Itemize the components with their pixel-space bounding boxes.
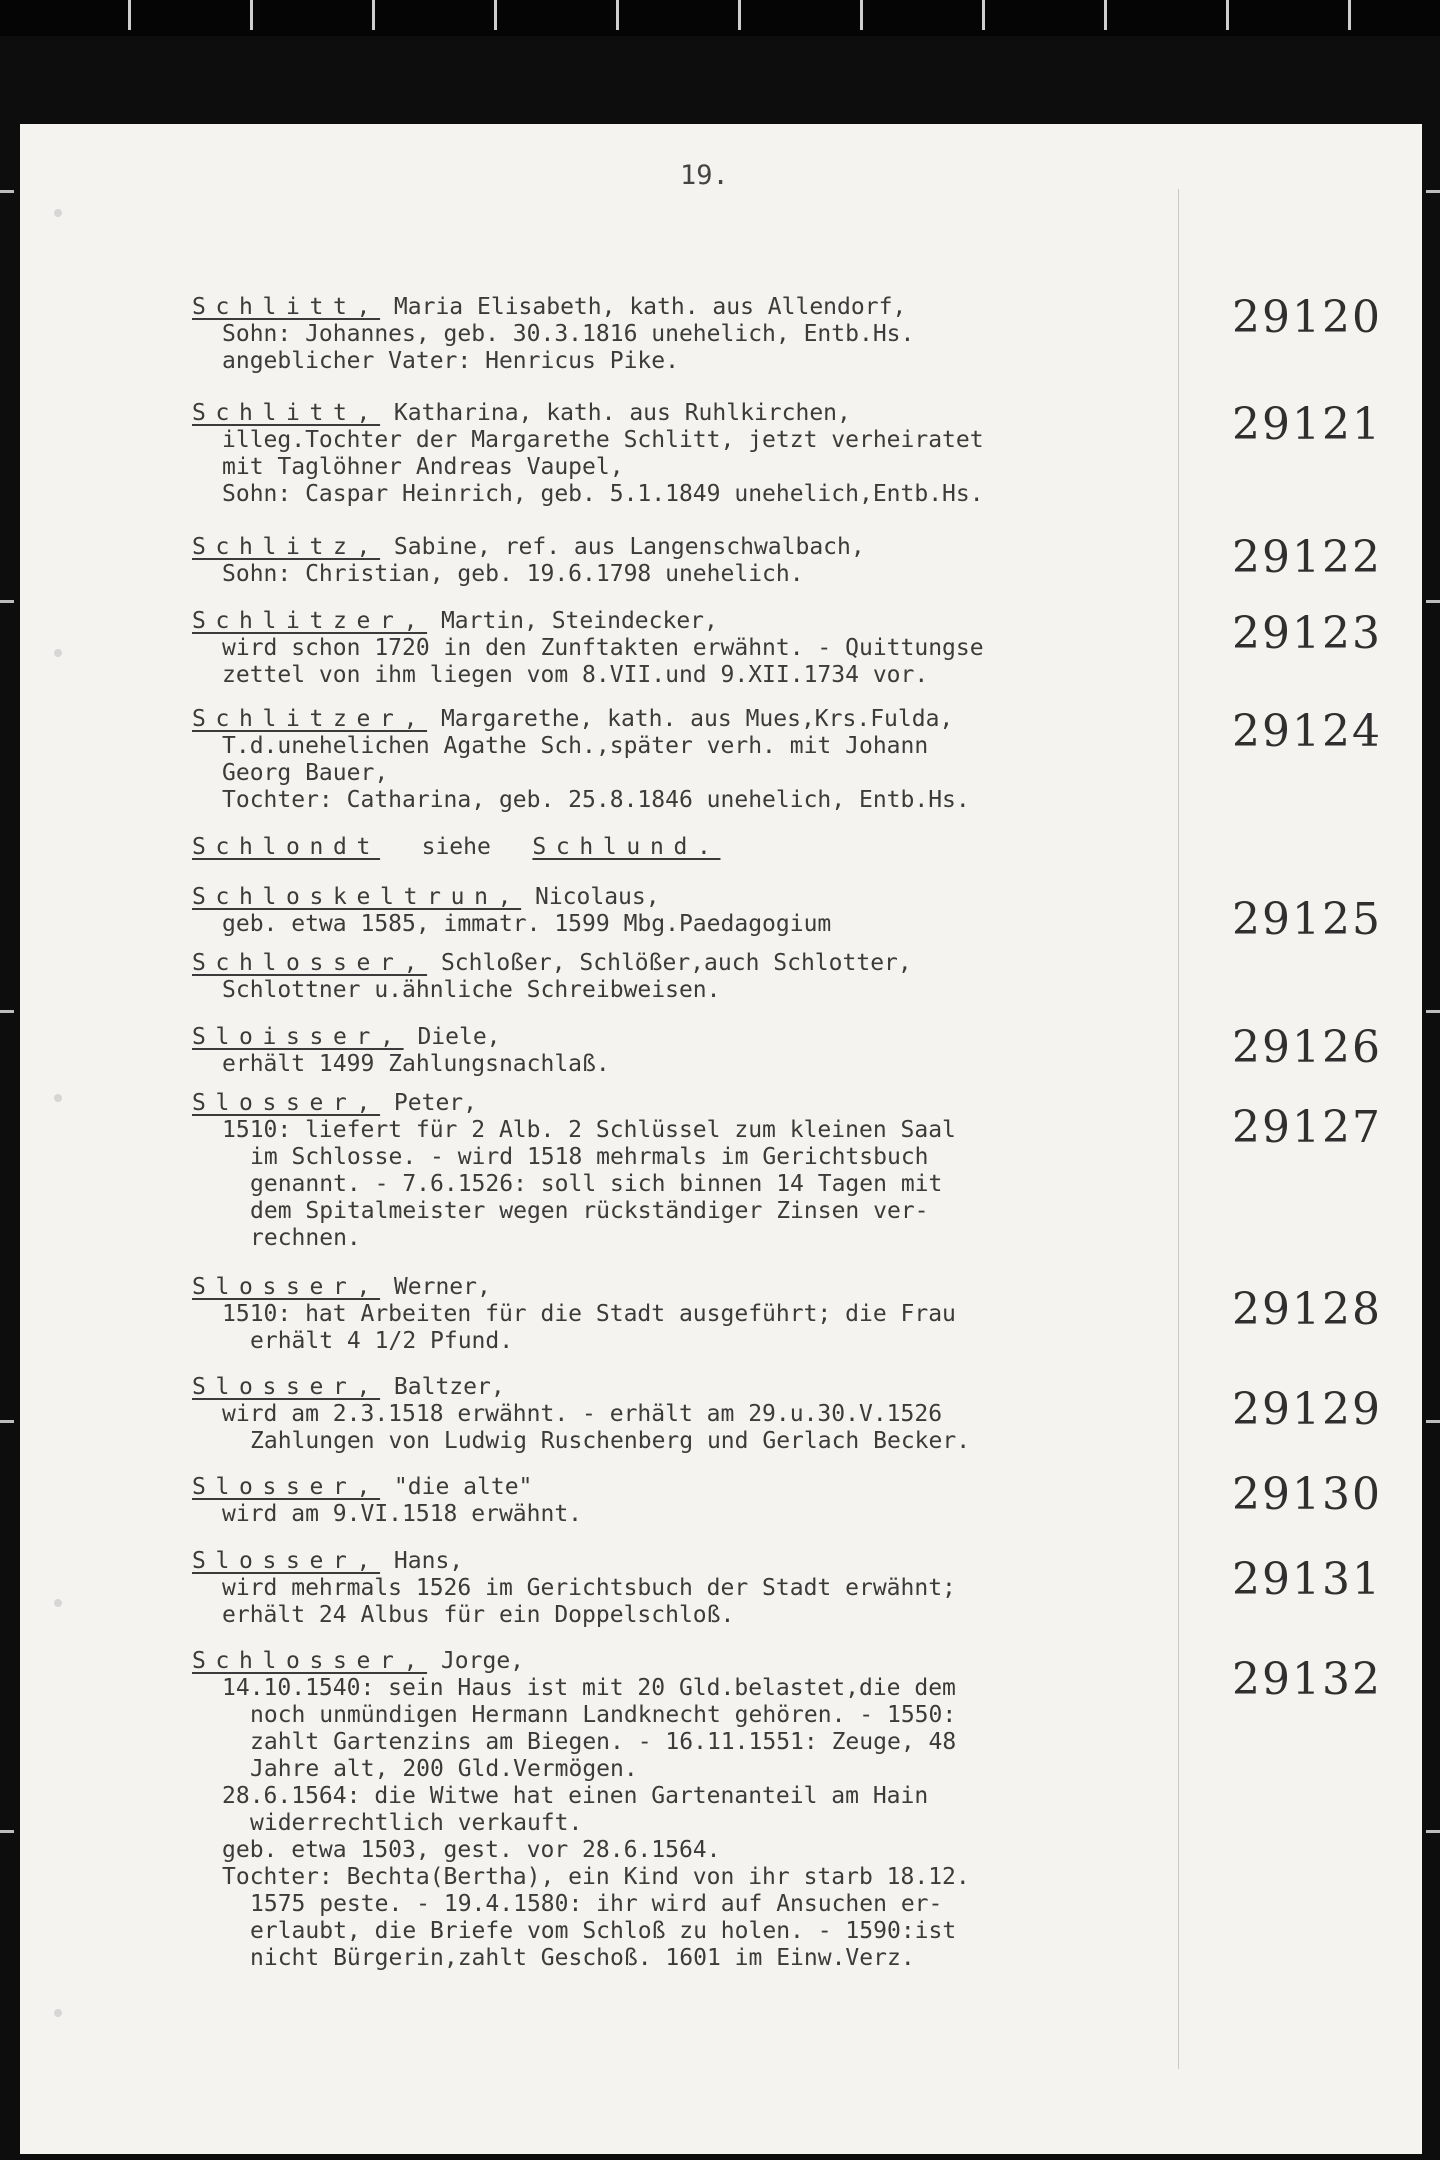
- entry-line: Sohn: Caspar Heinrich, geb. 5.1.1849 unehelich,Entb.Hs.: [222, 481, 984, 507]
- entry-surname: Slosser,: [192, 1090, 381, 1116]
- entry-line: Martin, Steindecker,: [440, 608, 718, 634]
- entry-line: Hans,: [393, 1548, 464, 1574]
- entry-line: geb. etwa 1585, immatr. 1599 Mbg.Paedagogium: [222, 911, 832, 937]
- edge-mark: [0, 1010, 14, 1013]
- film-tick: [860, 0, 863, 30]
- entry: [192, 1090, 1212, 1252]
- record-number: 29120: [1232, 292, 1382, 343]
- entry-surname: Slosser,: [192, 1274, 381, 1300]
- entry-line: 14.10.1540: sein Haus ist mit 20 Gld.belastet,die dem: [222, 1675, 956, 1701]
- entry: [192, 294, 1212, 375]
- entry-surname: Schloskeltrun,: [192, 884, 522, 910]
- entry-line: 28.6.1564: die Witwe hat einen Gartenanteil am Hain: [222, 1783, 929, 1809]
- entry-surname: Sloisser,: [192, 1024, 404, 1050]
- entry-line: nicht Bürgerin,zahlt Geschoß. 1601 im Einw.Verz.: [250, 1945, 915, 1971]
- entry-surname: Schlitt,: [192, 294, 381, 320]
- entry-line: erhält 4 1/2 Pfund.: [250, 1328, 514, 1354]
- entry-line: Werner,: [393, 1274, 491, 1300]
- entry-line: geb. etwa 1503, gest. vor 28.6.1564.: [222, 1837, 721, 1863]
- record-number: 29122: [1232, 532, 1382, 583]
- entry-line: wird schon 1720 in den Zunftakten erwähnt. - Quittungse: [222, 635, 984, 661]
- entry-line: erhält 1499 Zahlungsnachlaß.: [222, 1051, 610, 1077]
- punch-dot: [54, 209, 62, 217]
- film-tick: [1348, 0, 1351, 30]
- entry-line: "die alte": [393, 1474, 533, 1500]
- entry-line: Georg Bauer,: [222, 760, 389, 786]
- entry-surname: Slosser,: [192, 1474, 381, 1500]
- entry: [192, 1648, 1212, 1972]
- record-number: 29129: [1232, 1384, 1382, 1435]
- film-tick: [738, 0, 741, 30]
- entry: [192, 1024, 1212, 1078]
- record-number: 29130: [1232, 1469, 1382, 1520]
- entry-line: Tochter: Bechta(Bertha), ein Kind von ihr starb 18.12.: [222, 1864, 970, 1890]
- punch-dot: [54, 1599, 62, 1607]
- entry-surname: Schlitzer,: [192, 706, 428, 732]
- edge-mark: [1426, 600, 1440, 603]
- entry-line: Schlottner u.ähnliche Schreibweisen.: [222, 977, 721, 1003]
- page-number: 19.: [680, 160, 729, 191]
- entry-line: siehe: [421, 834, 491, 860]
- entry-line: Maria Elisabeth, kath. aus Allendorf,: [393, 294, 907, 320]
- entry-line: Katharina, kath. aus Ruhlkirchen,: [393, 400, 851, 426]
- entry: [192, 608, 1212, 689]
- entry: [192, 950, 1212, 1004]
- entry-line: erhält 24 Albus für ein Doppelschloß.: [222, 1602, 735, 1628]
- entry-line: zahlt Gartenzins am Biegen. - 16.11.1551: Zeuge, 48: [250, 1729, 957, 1755]
- film-tick: [1104, 0, 1107, 30]
- entry-line: Jahre alt, 200 Gld.Vermögen.: [250, 1756, 638, 1782]
- entry-surname: Schlitt,: [192, 400, 381, 426]
- entry-line: Zahlungen von Ludwig Ruschenberg und Gerlach Becker.: [250, 1428, 971, 1454]
- entry-line: Sohn: Christian, geb. 19.6.1798 unehelich.: [222, 561, 804, 587]
- entry-line: 1575 peste. - 19.4.1580: ihr wird auf Ansuchen er-: [250, 1891, 943, 1917]
- film-tick: [982, 0, 985, 30]
- entry-line: Baltzer,: [393, 1374, 505, 1400]
- record-number: 29132: [1232, 1654, 1382, 1705]
- edge-mark: [0, 190, 14, 193]
- edge-mark: [1426, 190, 1440, 193]
- entry-line: 1510: liefert für 2 Alb. 2 Schlüssel zum kleinen Saal: [222, 1117, 956, 1143]
- cross-reference: [192, 834, 1212, 861]
- entry-line: illeg.Tochter der Margarethe Schlitt, jetzt verheiratet: [222, 427, 984, 453]
- edge-mark: [0, 1420, 14, 1423]
- record-number: 29124: [1232, 706, 1382, 757]
- entry-line: Schlund.: [532, 834, 721, 860]
- entry-surname: Schlosser,: [192, 950, 428, 976]
- edge-mark: [1426, 1420, 1440, 1423]
- entry: [192, 1548, 1212, 1629]
- film-tick: [128, 0, 131, 30]
- entry: [192, 1374, 1212, 1455]
- entry-surname: Schlondt: [192, 834, 381, 860]
- entry-line: Peter,: [393, 1090, 478, 1116]
- entry: [192, 1274, 1212, 1355]
- film-strip-top: [0, 0, 1440, 36]
- entry-line: wird am 9.VI.1518 erwähnt.: [222, 1501, 583, 1527]
- entry-surname: Slosser,: [192, 1374, 381, 1400]
- entry-surname: Slosser,: [192, 1548, 381, 1574]
- record-number: 29123: [1232, 608, 1382, 659]
- edge-mark: [0, 1830, 14, 1833]
- punch-dot: [54, 2009, 62, 2017]
- entry: [192, 400, 1212, 508]
- punch-dot: [54, 1094, 62, 1102]
- entry-surname: Schlitzer,: [192, 608, 428, 634]
- record-number: 29126: [1232, 1022, 1382, 1073]
- entry-line: Nicolaus,: [534, 884, 660, 910]
- film-tick: [372, 0, 375, 30]
- entry-line: Jorge,: [440, 1648, 525, 1674]
- entry: [192, 1474, 1212, 1528]
- film-tick: [494, 0, 497, 30]
- record-number: 29127: [1232, 1102, 1382, 1153]
- record-number: 29128: [1232, 1284, 1382, 1335]
- entry-surname: Schlitz,: [192, 534, 381, 560]
- record-number: 29131: [1232, 1554, 1382, 1605]
- entry-line: dem Spitalmeister wegen rückständiger Zinsen ver-: [250, 1198, 929, 1224]
- record-number: 29125: [1232, 894, 1382, 945]
- entry-line: zettel von ihm liegen vom 8.VII.und 9.XII.1734 vor.: [222, 662, 929, 688]
- entry-line: wird mehrmals 1526 im Gerichtsbuch der Stadt erwähnt;: [222, 1575, 956, 1601]
- record-number: 29121: [1232, 399, 1382, 450]
- edge-mark: [1426, 1830, 1440, 1833]
- entry: [192, 706, 1212, 814]
- entry-line: 1510: hat Arbeiten für die Stadt ausgeführt; die Frau: [222, 1301, 956, 1327]
- entry-line: T.d.unehelichen Agathe Sch.,später verh. mit Johann: [222, 733, 929, 759]
- entry-line: Sohn: Johannes, geb. 30.3.1816 unehelich, Entb.Hs.: [222, 321, 915, 347]
- film-tick: [616, 0, 619, 30]
- film-tick: [250, 0, 253, 30]
- entry-line: noch unmündigen Hermann Landknecht gehören. - 1550:: [250, 1702, 957, 1728]
- entry-line: Tochter: Catharina, geb. 25.8.1846 unehelich, Entb.Hs.: [222, 787, 970, 813]
- entry: [192, 884, 1212, 938]
- entry-line: Sabine, ref. aus Langenschwalbach,: [393, 534, 865, 560]
- entry-line: genannt. - 7.6.1526: soll sich binnen 14 Tagen mit: [250, 1171, 943, 1197]
- edge-mark: [0, 600, 14, 603]
- entry-surname: Schlosser,: [192, 1648, 428, 1674]
- punch-dot: [54, 649, 62, 657]
- entry-line: mit Taglöhner Andreas Vaupel,: [222, 454, 624, 480]
- document-page: [20, 124, 1422, 2154]
- entry-line: wird am 2.3.1518 erwähnt. - erhält am 29.u.30.V.1526: [222, 1401, 943, 1427]
- film-tick: [1226, 0, 1229, 30]
- entry: [192, 534, 1212, 588]
- entry-line: widerrechtlich verkauft.: [250, 1810, 583, 1836]
- entry-line: erlaubt, die Briefe vom Schloß zu holen. - 1590:ist: [250, 1918, 957, 1944]
- entry-line: im Schlosse. - wird 1518 mehrmals im Gerichtsbuch: [250, 1144, 929, 1170]
- entry-line: angeblicher Vater: Henricus Pike.: [222, 348, 679, 374]
- entry-line: Margarethe, kath. aus Mues,Krs.Fulda,: [440, 706, 954, 732]
- edge-mark: [1426, 1010, 1440, 1013]
- entry-line: Schloßer, Schlößer,auch Schlotter,: [440, 950, 912, 976]
- entry-line: Diele,: [417, 1024, 501, 1050]
- entry-line: rechnen.: [250, 1225, 361, 1251]
